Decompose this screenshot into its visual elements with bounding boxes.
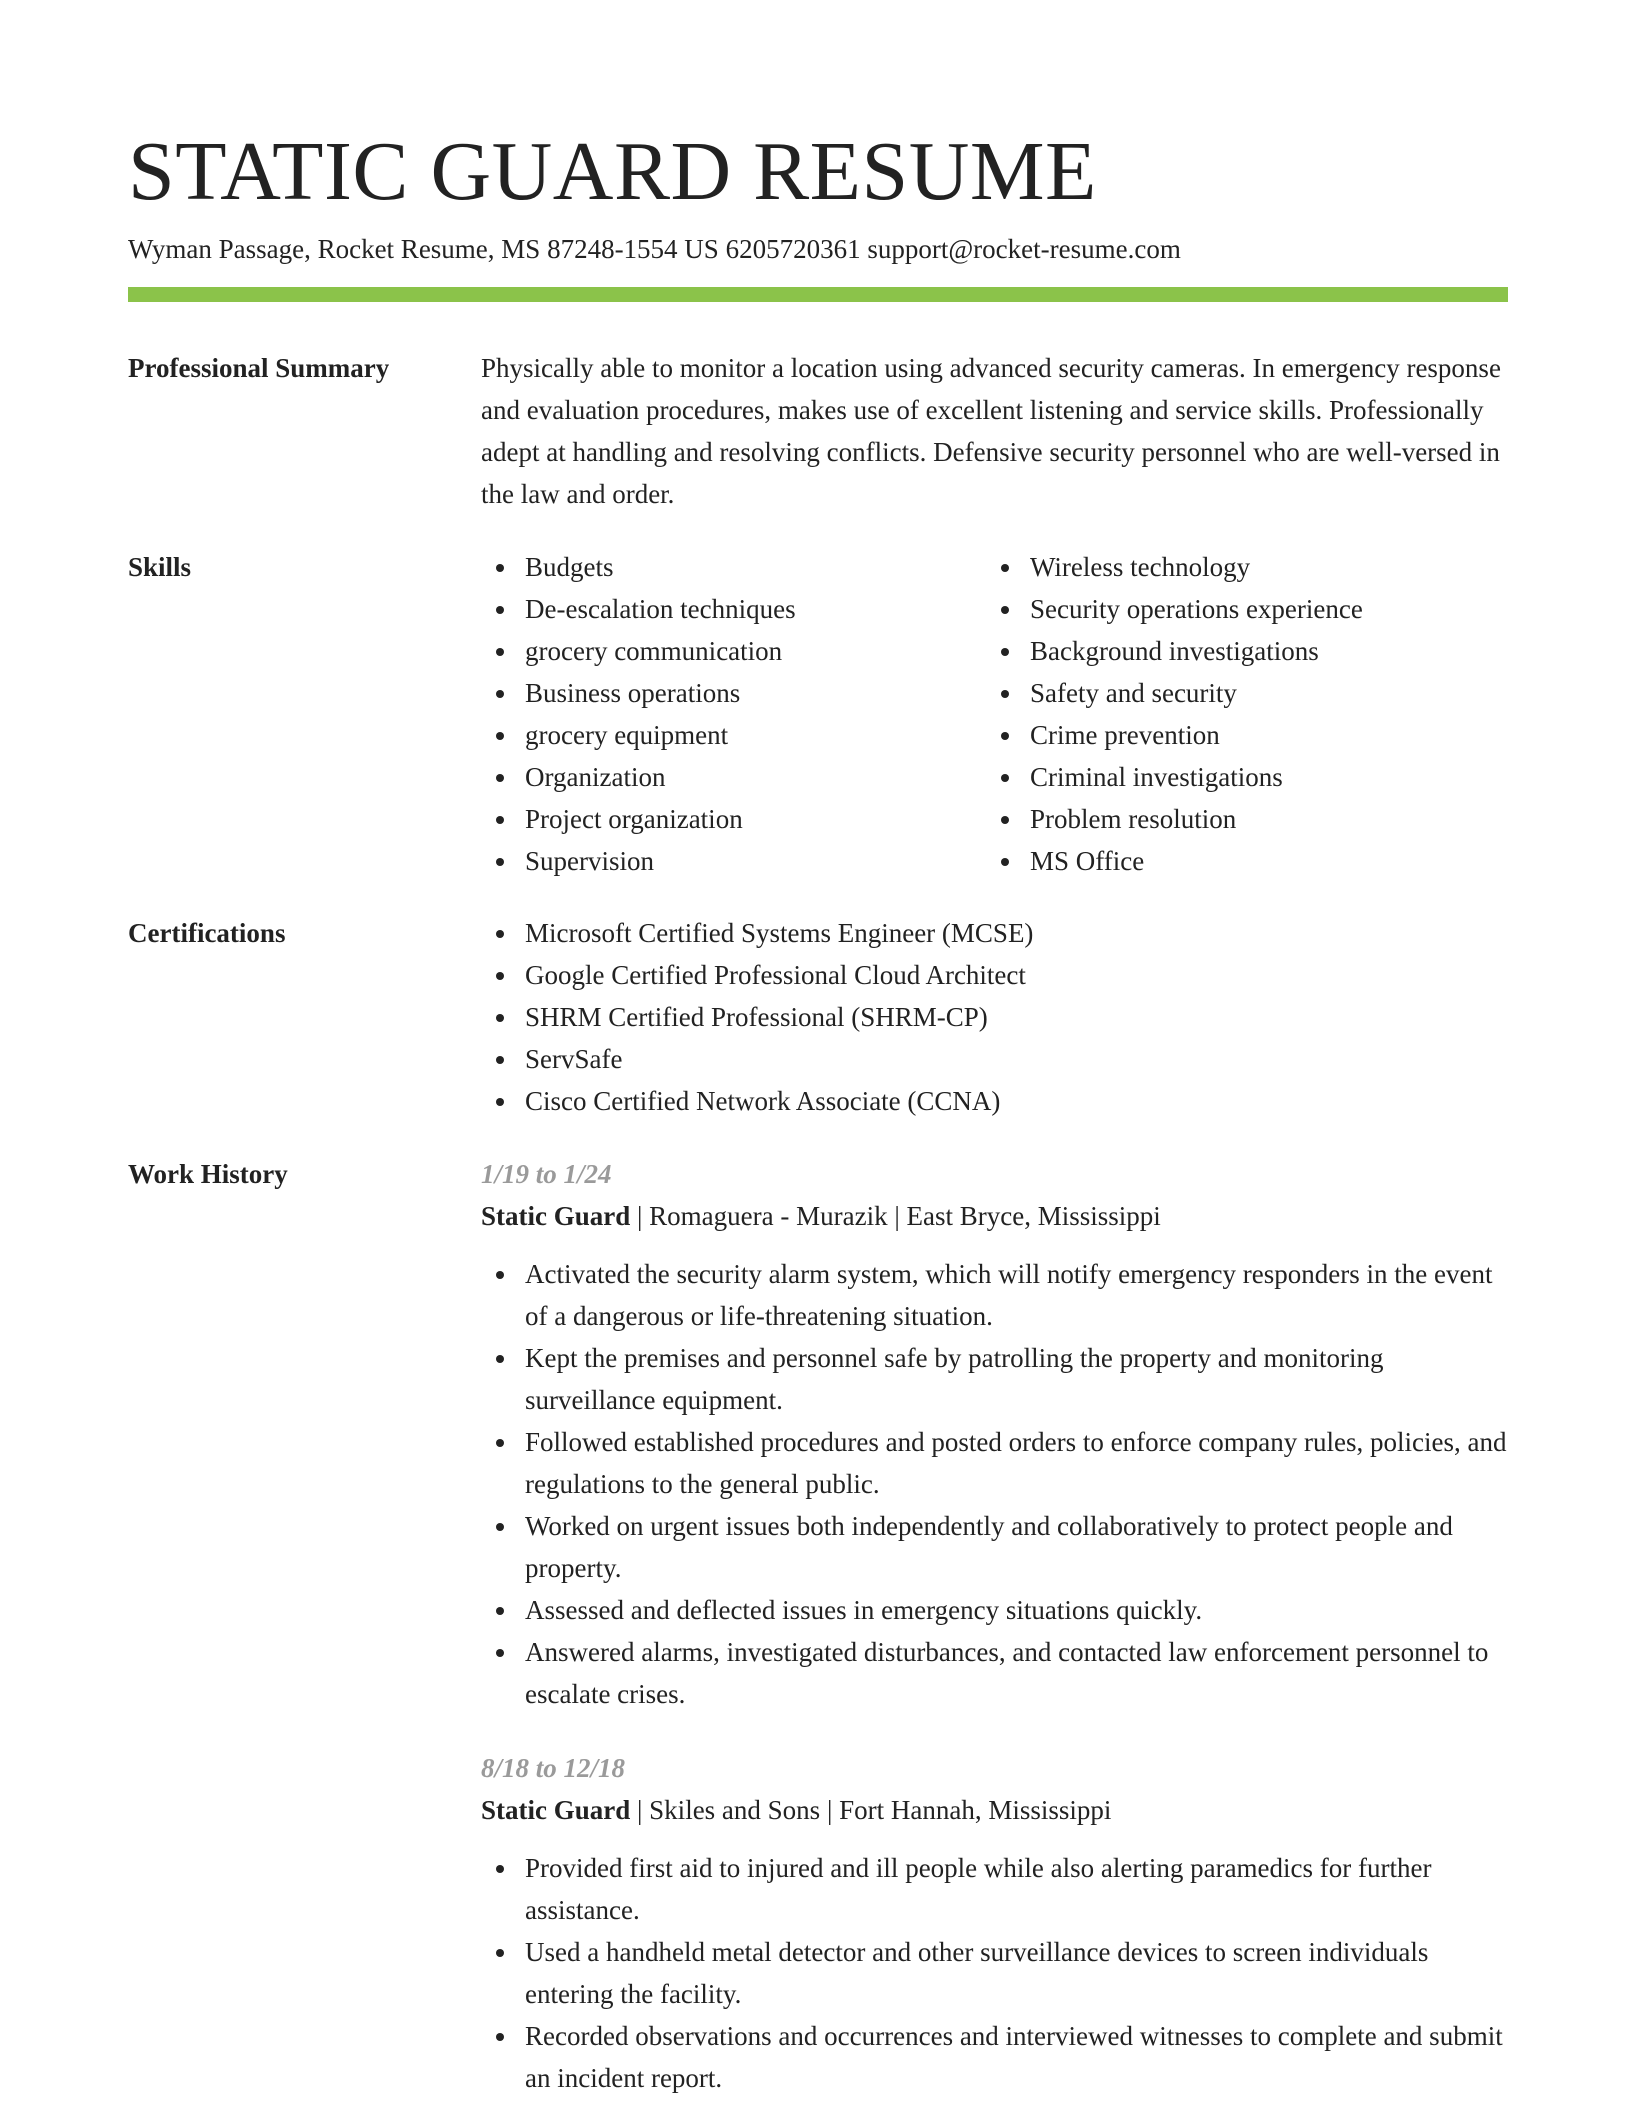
job-bullets [481, 1847, 1508, 2099]
contact-line: Wyman Passage, Rocket Resume, MS 87248-1554 US 6205720361 support@rocket-resume.com [128, 234, 1181, 264]
resume-title: STATIC GUARD RESUME [128, 125, 1097, 218]
certification-item: SHRM Certified Professional (SHRM-CP) [525, 996, 1508, 1038]
certification-item: Microsoft Certified Systems Engineer (MCSE) [525, 912, 1508, 954]
skill-item: Safety and security [1030, 672, 1491, 714]
job-header [481, 1789, 1508, 1831]
skill-item: Business operations [525, 672, 986, 714]
skill-item: De-escalation techniques [525, 588, 986, 630]
skill-item: grocery equipment [525, 714, 986, 756]
job-bullet: Followed established procedures and posted orders to enforce company rules, policies, and regulations to the general public. [525, 1421, 1508, 1505]
header-divider [128, 287, 1508, 302]
job-bullet: Activated the security alarm system, which will notify emergency responders in the event of a dangerous or life-threatening situation. [525, 1253, 1508, 1337]
certifications-heading: Certifications [128, 918, 286, 948]
job-title: Static Guard [481, 1795, 631, 1825]
skills-heading: Skills [128, 552, 192, 582]
job-bullet: Answered alarms, investigated disturbances, and contacted law enforcement personnel to escalate crises. [525, 1631, 1508, 1715]
skill-item: Security operations experience [1030, 588, 1491, 630]
certifications-body [481, 912, 1508, 1122]
job-employer-location: | Romaguera - Murazik | East Bryce, Mississippi [630, 1201, 1161, 1231]
skill-item: Background investigations [1030, 630, 1491, 672]
summary-heading: Professional Summary [128, 353, 390, 383]
job-entry [481, 1747, 1508, 2099]
skills-list-left [481, 546, 986, 882]
work-history-heading: Work History [128, 1159, 288, 1189]
skills-list-right [986, 546, 1491, 882]
job-bullet: Recorded observations and occurrences and interviewed witnesses to complete and submit an incident report. [525, 2015, 1508, 2099]
job-bullet: Kept the premises and personnel safe by patrolling the property and monitoring surveillance equipment. [525, 1337, 1508, 1421]
job-bullet: Provided first aid to injured and ill people while also alerting paramedics for further assistance. [525, 1847, 1508, 1931]
skill-item: Project organization [525, 798, 986, 840]
certification-item: ServSafe [525, 1038, 1508, 1080]
job-entry [481, 1153, 1508, 1715]
skill-item: Budgets [525, 546, 986, 588]
skill-item: Supervision [525, 840, 986, 882]
skill-item: Criminal investigations [1030, 756, 1491, 798]
job-dates: 8/18 to 12/18 [481, 1753, 626, 1783]
skill-item: Problem resolution [1030, 798, 1491, 840]
certification-item: Cisco Certified Network Associate (CCNA) [525, 1080, 1508, 1122]
job-employer-location: | Skiles and Sons | Fort Hannah, Mississippi [630, 1795, 1112, 1825]
summary-text: Physically able to monitor a location using advanced security cameras. In emergency response and evaluation procedures, makes use of excellent listening and service skills. Professionally adept at handling and resolving conflicts. Defensive security personnel who are well-versed in the law and order. [481, 353, 1501, 509]
skill-item: MS Office [1030, 840, 1491, 882]
job-bullet: Worked on urgent issues both independently and collaboratively to protect people and property. [525, 1505, 1508, 1589]
skill-item: Wireless technology [1030, 546, 1491, 588]
skill-item: Crime prevention [1030, 714, 1491, 756]
job-title: Static Guard [481, 1201, 631, 1231]
job-bullet: Used a handheld metal detector and other surveillance devices to screen individuals entering the facility. [525, 1931, 1508, 2015]
skills-body [481, 546, 1508, 882]
job-dates: 1/19 to 1/24 [481, 1159, 612, 1189]
skill-item: Organization [525, 756, 986, 798]
work-history-body [481, 1153, 1508, 2099]
skill-item: grocery communication [525, 630, 986, 672]
job-bullets [481, 1253, 1508, 1715]
certifications-list [481, 912, 1508, 1122]
job-bullet: Assessed and deflected issues in emergency situations quickly. [525, 1589, 1508, 1631]
certification-item: Google Certified Professional Cloud Architect [525, 954, 1508, 996]
job-header [481, 1195, 1508, 1237]
